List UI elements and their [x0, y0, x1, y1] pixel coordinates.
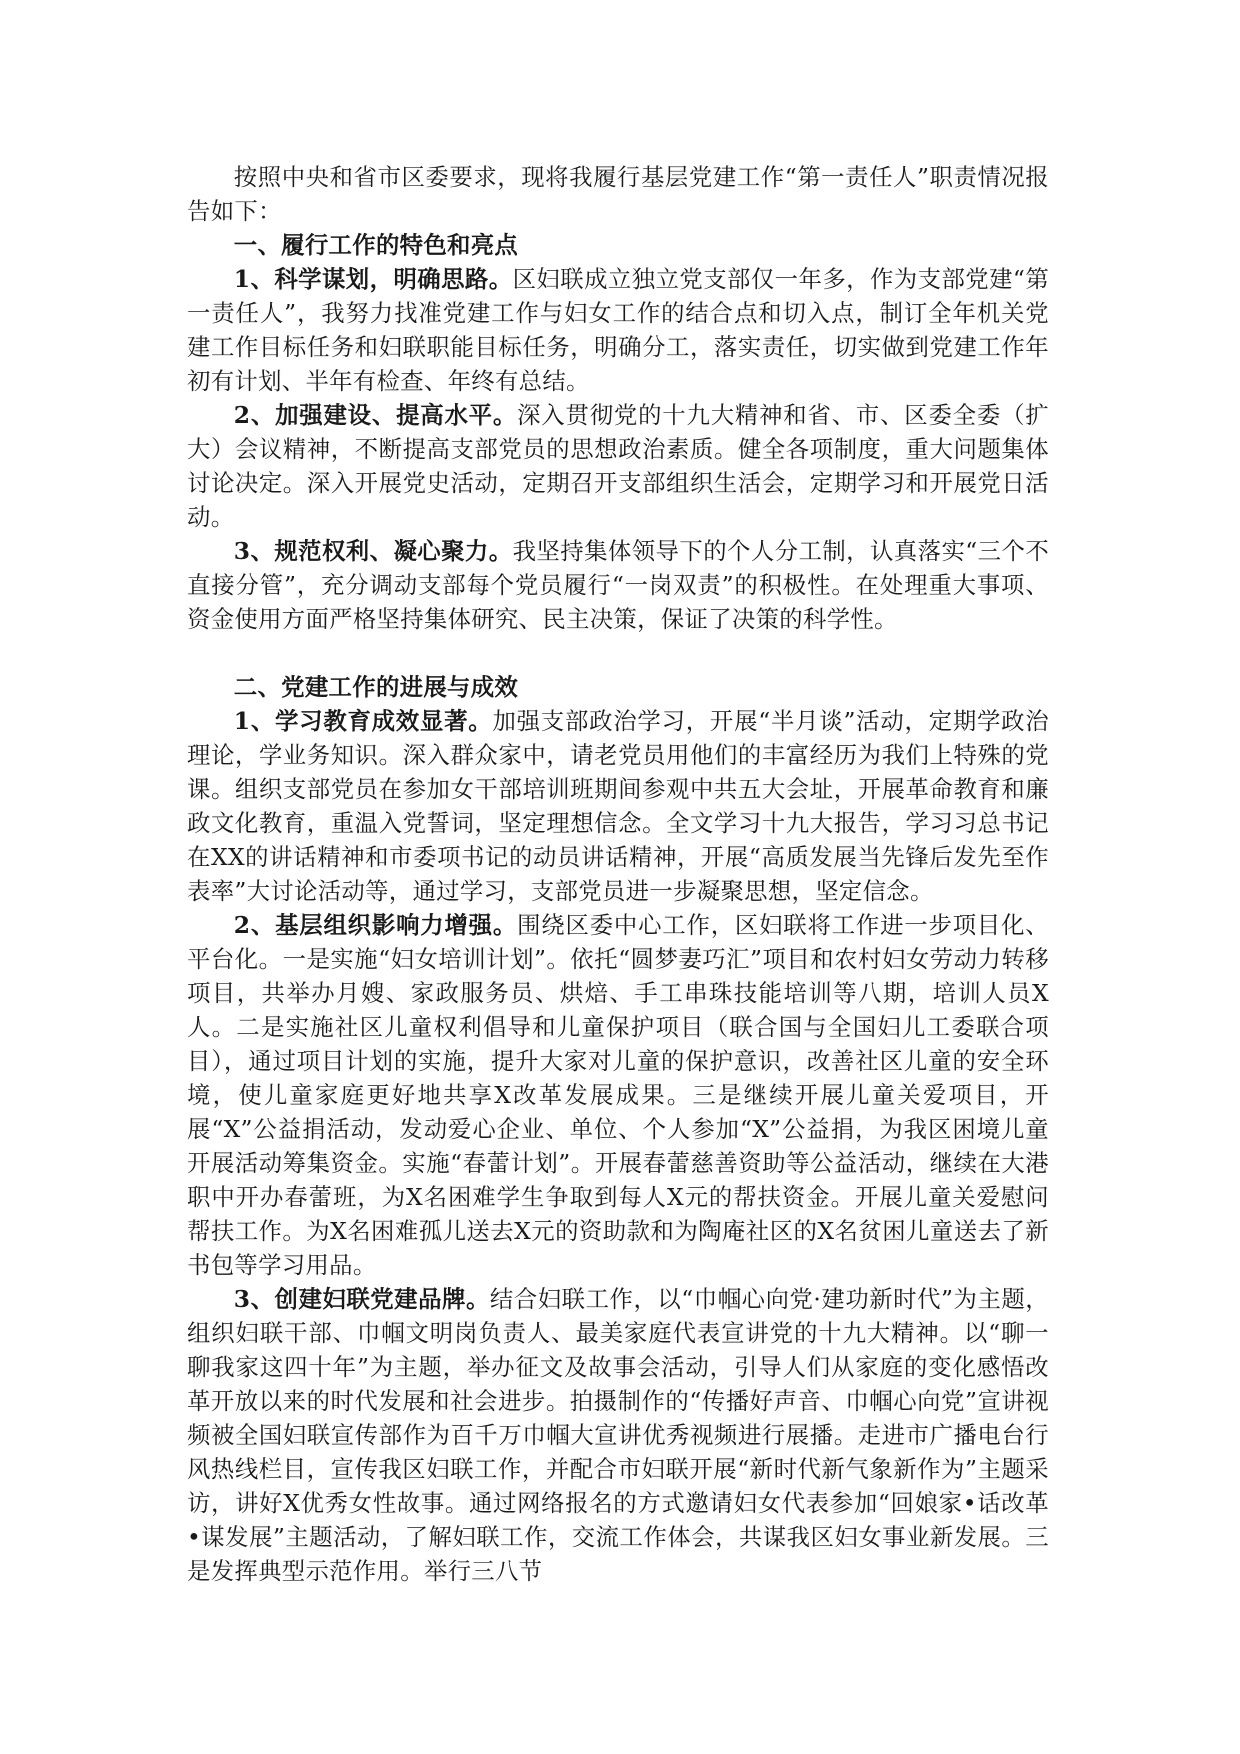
section-2-item-3 — [187, 1282, 1049, 1588]
item-lead: 1、学习教育成效显著。 — [233, 707, 493, 735]
section-1-heading: 一、履行工作的特色和亮点 — [233, 231, 519, 259]
section-spacer — [187, 636, 1049, 670]
item-body: 深入贯彻党的十九大精神和省、市、区委全委（扩大）会议精神，不断提高支部党员的思想政治素质。健全各项制度，重大问题集体讨论决定。深入开展党史活动，定期召开支部组织生活会，定期学习和开展党日活动。 — [187, 401, 1049, 531]
item-body: 加强支部政治学习，开展“半月谈”活动，定期学政治理论，学业务知识。深入群众家中，请老党员用他们的丰富经历为我们上特殊的党课。组织支部党员在参加女干部培训班期间参观中共五大会址，开展革命教育和廉政文化教育，重温入党誓词，坚定理想信念。全文学习十九大报告，学习习总书记在XX的讲话精神和市委项书记的动员讲话精神，开展“高质发展当先锋后发先至作表率”大讨论活动等，通过学习，支部党员进一步凝聚思想，坚定信念。 — [187, 707, 1049, 905]
item-lead: 1、科学谋划，明确思路。 — [233, 265, 513, 293]
section-1-item-1 — [187, 262, 1049, 398]
section-2-item-1 — [187, 704, 1049, 908]
section-1-item-2 — [187, 398, 1049, 534]
item-body: 结合妇联工作，以“巾帼心向党·建功新时代”为主题，组织妇联干部、巾帼文明岗负责人、最美家庭代表宣讲党的十九大精神。以“聊一聊我家这四十年”为主题，举办征文及故事会活动，引导人们从家庭的变化感悟改革开放以来的时代发展和社会进步。拍摄制作的“传播好声音、巾帼心向党”宣讲视频被全国妇联宣传部作为百千万巾帼大宣讲优秀视频进行展播。走进市广播电台行风热线栏目，宣传我区妇联工作，并配合市妇联开展“新时代新气象新作为”主题采访，讲好X优秀女性故事。通过网络报名的方式邀请妇女代表参加“回娘家•话改革•谋发展”主题活动，了解妇联工作，交流工作体会，共谋我区妇女事业新发展。三是发挥典型示范作用。举行三八节 — [187, 1285, 1050, 1585]
item-body: 区妇联成立独立党支部仅一年多，作为支部党建“第一责任人”，我努力找准党建工作与妇女工作的结合点和切入点，制订全年机关党建工作目标任务和妇联职能目标任务，明确分工，落实责任，切实做到党建工作年初有计划、半年有检查、年终有总结。 — [187, 265, 1050, 395]
section-1-item-3 — [187, 534, 1049, 636]
item-lead: 2、加强建设、提高水平。 — [233, 401, 518, 429]
document-body — [187, 160, 1049, 1588]
section-2-heading: 二、党建工作的进展与成效 — [233, 673, 519, 701]
item-lead: 3、规范权利、凝心聚力。 — [233, 537, 513, 565]
item-lead: 2、基层组织影响力增强。 — [233, 911, 518, 939]
section-2-item-2 — [187, 908, 1049, 1282]
item-lead: 3、创建妇联党建品牌。 — [233, 1285, 490, 1313]
intro-paragraph: 按照中央和省市区委要求，现将我履行基层党建工作“第一责任人”职责情况报告如下： — [187, 163, 1049, 225]
item-body: 围绕区委中心工作，区妇联将工作进一步项目化、平台化。一是实施“妇女培训计划”。依托“圆梦妻巧汇”项目和农村妇女劳动力转移项目，共举办月嫂、家政服务员、烘焙、手工串珠技能培训等八期，培训人员X人。二是实施社区儿童权利倡导和儿童保护项目（联合国与全国妇儿工委联合项目），通过项目计划的实施，提升大家对儿童的保护意识，改善社区儿童的安全环境，使儿童家庭更好地共享X改革发展成果。三是继续开展儿童关爱项目，开展“X”公益捐活动，发动爱心企业、单位、个人参加“X”公益捐，为我区困境儿童开展活动筹集资金。实施“春蕾计划”。开展春蕾慈善资助等公益活动，继续在大港职中开办春蕾班，为X名困难学生争取到每人X元的帮扶资金。开展儿童关爱慰问帮扶工作。为X名困难孤儿送去X元的资助款和为陶庵社区的X名贫困儿童送去了新书包等学习用品。 — [187, 911, 1049, 1279]
item-body: 我坚持集体领导下的个人分工制，认真落实“三个不直接分管”，充分调动支部每个党员履行“一岗双责”的积极性。在处理重大事项、资金使用方面严格坚持集体研究、民主决策，保证了决策的科学性。 — [187, 537, 1050, 633]
